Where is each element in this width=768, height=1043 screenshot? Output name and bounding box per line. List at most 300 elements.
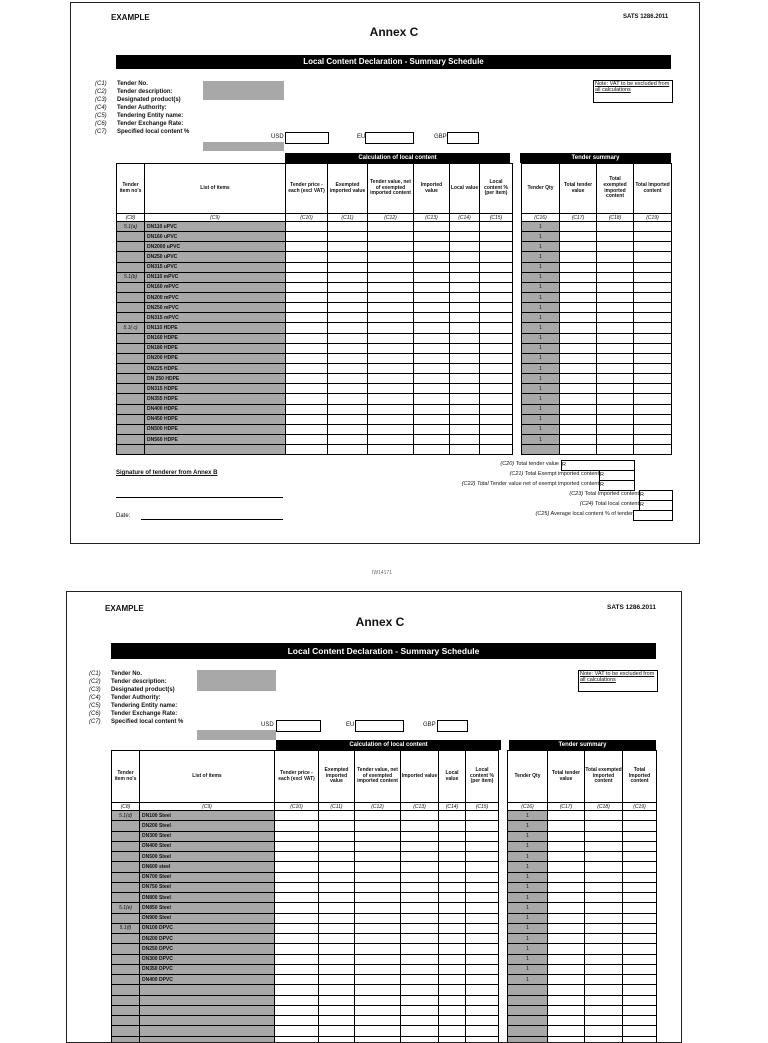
value-cell[interactable]	[480, 363, 513, 373]
value-cell[interactable]	[623, 811, 657, 821]
value-cell[interactable]	[439, 821, 466, 831]
value-cell[interactable]	[623, 1026, 657, 1036]
value-cell[interactable]	[634, 414, 672, 424]
value-cell[interactable]	[623, 821, 657, 831]
value-cell[interactable]	[275, 1036, 319, 1043]
value-cell[interactable]	[355, 852, 401, 862]
value-cell[interactable]	[450, 242, 480, 252]
value-cell[interactable]	[480, 282, 513, 292]
value-cell[interactable]	[585, 954, 623, 964]
value-cell[interactable]	[466, 862, 499, 872]
value-cell[interactable]	[466, 944, 499, 954]
date-line[interactable]	[141, 519, 283, 520]
value-cell[interactable]	[623, 975, 657, 985]
value-cell[interactable]	[414, 282, 450, 292]
value-cell[interactable]	[634, 445, 672, 455]
value-cell[interactable]	[560, 384, 597, 394]
value-cell[interactable]	[275, 964, 319, 974]
value-cell[interactable]	[355, 903, 401, 913]
value-cell[interactable]	[368, 363, 414, 373]
value-cell[interactable]	[585, 811, 623, 821]
value-cell[interactable]	[623, 985, 657, 995]
value-cell[interactable]	[368, 313, 414, 323]
value-cell[interactable]	[634, 434, 672, 444]
value-cell[interactable]	[401, 934, 439, 944]
value-cell[interactable]	[401, 1026, 439, 1036]
value-cell[interactable]	[597, 282, 634, 292]
value-cell[interactable]	[368, 262, 414, 272]
value-cell[interactable]	[450, 262, 480, 272]
value-cell[interactable]	[319, 852, 355, 862]
value-cell[interactable]	[560, 424, 597, 434]
value-cell[interactable]	[560, 282, 597, 292]
value-cell[interactable]	[597, 414, 634, 424]
value-cell[interactable]	[634, 363, 672, 373]
value-cell[interactable]	[328, 394, 368, 404]
value-cell[interactable]	[355, 862, 401, 872]
value-cell[interactable]	[634, 313, 672, 323]
value-cell[interactable]	[401, 913, 439, 923]
value-cell[interactable]	[560, 232, 597, 242]
value-cell[interactable]	[319, 811, 355, 821]
value-cell[interactable]	[597, 252, 634, 262]
value-cell[interactable]	[450, 252, 480, 262]
value-cell[interactable]	[355, 985, 401, 995]
value-cell[interactable]	[439, 995, 466, 1005]
value-cell[interactable]	[585, 821, 623, 831]
value-cell[interactable]	[286, 404, 328, 414]
value-cell[interactable]	[275, 1026, 319, 1036]
value-cell[interactable]	[466, 975, 499, 985]
value-cell[interactable]	[450, 343, 480, 353]
value-cell[interactable]	[286, 222, 328, 232]
value-cell[interactable]	[368, 292, 414, 302]
value-cell[interactable]	[623, 954, 657, 964]
value-cell[interactable]	[623, 1036, 657, 1043]
value-cell[interactable]	[319, 872, 355, 882]
value-cell[interactable]	[548, 841, 585, 851]
value-cell[interactable]	[466, 1016, 499, 1026]
value-cell[interactable]	[480, 434, 513, 444]
value-cell[interactable]	[548, 923, 585, 933]
value-cell[interactable]	[450, 323, 480, 333]
value-cell[interactable]	[439, 831, 466, 841]
value-cell[interactable]	[597, 394, 634, 404]
value-cell[interactable]	[466, 1026, 499, 1036]
value-cell[interactable]	[439, 1016, 466, 1026]
usd-rate-input[interactable]	[285, 132, 329, 144]
value-cell[interactable]	[560, 445, 597, 455]
value-cell[interactable]	[414, 424, 450, 434]
value-cell[interactable]	[548, 903, 585, 913]
value-cell[interactable]	[401, 882, 439, 892]
value-cell[interactable]	[401, 811, 439, 821]
value-cell[interactable]	[275, 995, 319, 1005]
value-cell[interactable]	[401, 995, 439, 1005]
value-cell[interactable]	[414, 222, 450, 232]
value-cell[interactable]	[450, 292, 480, 302]
value-cell[interactable]	[414, 252, 450, 262]
value-cell[interactable]	[480, 414, 513, 424]
value-cell[interactable]	[560, 363, 597, 373]
value-cell[interactable]	[355, 964, 401, 974]
value-cell[interactable]	[560, 323, 597, 333]
value-cell[interactable]	[319, 964, 355, 974]
value-cell[interactable]	[585, 841, 623, 851]
value-cell[interactable]	[634, 343, 672, 353]
value-cell[interactable]	[585, 934, 623, 944]
value-cell[interactable]	[401, 964, 439, 974]
value-cell[interactable]	[480, 374, 513, 384]
value-cell[interactable]	[560, 303, 597, 313]
value-cell[interactable]	[355, 882, 401, 892]
value-cell[interactable]	[548, 1026, 585, 1036]
value-cell[interactable]	[319, 821, 355, 831]
value-cell[interactable]	[450, 363, 480, 373]
value-cell[interactable]	[328, 303, 368, 313]
value-cell[interactable]	[585, 975, 623, 985]
value-cell[interactable]	[355, 1016, 401, 1026]
value-cell[interactable]	[623, 893, 657, 903]
value-cell[interactable]	[439, 913, 466, 923]
value-cell[interactable]	[480, 222, 513, 232]
value-cell[interactable]	[450, 434, 480, 444]
value-cell[interactable]	[275, 975, 319, 985]
value-cell[interactable]	[328, 262, 368, 272]
value-cell[interactable]	[319, 1016, 355, 1026]
value-cell[interactable]	[585, 831, 623, 841]
value-cell[interactable]	[319, 1005, 355, 1015]
value-cell[interactable]	[560, 343, 597, 353]
value-cell[interactable]	[319, 893, 355, 903]
value-cell[interactable]	[560, 222, 597, 232]
value-cell[interactable]	[368, 394, 414, 404]
value-cell[interactable]	[328, 282, 368, 292]
value-cell[interactable]	[319, 975, 355, 985]
value-cell[interactable]	[466, 882, 499, 892]
value-cell[interactable]	[466, 893, 499, 903]
value-cell[interactable]	[623, 872, 657, 882]
value-cell[interactable]	[634, 353, 672, 363]
value-cell[interactable]	[560, 414, 597, 424]
value-cell[interactable]	[368, 343, 414, 353]
value-cell[interactable]	[585, 882, 623, 892]
value-cell[interactable]	[548, 954, 585, 964]
value-cell[interactable]	[560, 353, 597, 363]
value-cell[interactable]	[548, 882, 585, 892]
value-cell[interactable]	[480, 303, 513, 313]
value-cell[interactable]	[634, 323, 672, 333]
value-cell[interactable]	[480, 384, 513, 394]
value-cell[interactable]	[439, 811, 466, 821]
value-cell[interactable]	[597, 292, 634, 302]
value-cell[interactable]	[414, 384, 450, 394]
value-cell[interactable]	[328, 232, 368, 242]
value-cell[interactable]	[401, 1016, 439, 1026]
value-cell[interactable]	[548, 821, 585, 831]
value-cell[interactable]	[286, 252, 328, 262]
value-cell[interactable]	[466, 811, 499, 821]
value-cell[interactable]	[414, 353, 450, 363]
value-cell[interactable]	[585, 985, 623, 995]
value-cell[interactable]	[355, 975, 401, 985]
value-cell[interactable]	[466, 995, 499, 1005]
value-cell[interactable]	[585, 1026, 623, 1036]
value-cell[interactable]	[328, 222, 368, 232]
value-cell[interactable]	[634, 384, 672, 394]
value-cell[interactable]	[286, 333, 328, 343]
value-cell[interactable]	[328, 353, 368, 363]
eu-rate-input[interactable]	[355, 720, 404, 732]
value-cell[interactable]	[286, 272, 328, 282]
value-cell[interactable]	[414, 414, 450, 424]
value-cell[interactable]	[548, 872, 585, 882]
value-cell[interactable]	[286, 232, 328, 242]
value-cell[interactable]	[548, 862, 585, 872]
signature-line[interactable]	[116, 497, 283, 498]
value-cell[interactable]	[275, 923, 319, 933]
value-cell[interactable]	[560, 292, 597, 302]
value-cell[interactable]	[355, 995, 401, 1005]
value-cell[interactable]	[414, 333, 450, 343]
value-cell[interactable]	[548, 1036, 585, 1043]
value-cell[interactable]	[401, 862, 439, 872]
value-cell[interactable]	[328, 445, 368, 455]
value-cell[interactable]	[597, 445, 634, 455]
value-cell[interactable]	[328, 384, 368, 394]
value-cell[interactable]	[548, 811, 585, 821]
value-cell[interactable]	[275, 954, 319, 964]
value-cell[interactable]	[275, 811, 319, 821]
value-cell[interactable]	[585, 913, 623, 923]
value-cell[interactable]	[560, 333, 597, 343]
value-cell[interactable]	[414, 262, 450, 272]
value-cell[interactable]	[401, 893, 439, 903]
value-cell[interactable]	[560, 272, 597, 282]
value-cell[interactable]	[328, 434, 368, 444]
value-cell[interactable]	[368, 242, 414, 252]
value-cell[interactable]	[480, 252, 513, 262]
value-cell[interactable]	[414, 242, 450, 252]
value-cell[interactable]	[597, 222, 634, 232]
value-cell[interactable]	[319, 954, 355, 964]
value-cell[interactable]	[355, 893, 401, 903]
value-cell[interactable]	[401, 1005, 439, 1015]
value-cell[interactable]	[368, 374, 414, 384]
value-cell[interactable]	[585, 862, 623, 872]
value-cell[interactable]	[634, 333, 672, 343]
value-cell[interactable]	[623, 903, 657, 913]
value-cell[interactable]	[368, 424, 414, 434]
value-cell[interactable]	[368, 252, 414, 262]
value-cell[interactable]	[355, 923, 401, 933]
value-cell[interactable]	[275, 841, 319, 851]
value-cell[interactable]	[355, 1036, 401, 1043]
value-cell[interactable]	[466, 841, 499, 851]
value-cell[interactable]	[634, 303, 672, 313]
value-cell[interactable]	[319, 923, 355, 933]
value-cell[interactable]	[401, 985, 439, 995]
value-cell[interactable]	[560, 374, 597, 384]
value-cell[interactable]	[480, 343, 513, 353]
value-cell[interactable]	[286, 303, 328, 313]
value-cell[interactable]	[634, 404, 672, 414]
value-cell[interactable]	[466, 934, 499, 944]
value-cell[interactable]	[355, 913, 401, 923]
value-cell[interactable]	[439, 903, 466, 913]
value-cell[interactable]	[439, 893, 466, 903]
value-cell[interactable]	[548, 893, 585, 903]
value-cell[interactable]	[286, 323, 328, 333]
value-cell[interactable]	[439, 882, 466, 892]
value-cell[interactable]	[560, 313, 597, 323]
value-cell[interactable]	[368, 282, 414, 292]
value-cell[interactable]	[368, 303, 414, 313]
value-cell[interactable]	[319, 1036, 355, 1043]
value-cell[interactable]	[480, 333, 513, 343]
value-cell[interactable]	[368, 384, 414, 394]
value-cell[interactable]	[328, 272, 368, 282]
value-cell[interactable]	[634, 394, 672, 404]
value-cell[interactable]	[623, 913, 657, 923]
value-cell[interactable]	[560, 262, 597, 272]
value-cell[interactable]	[480, 445, 513, 455]
value-cell[interactable]	[450, 394, 480, 404]
value-cell[interactable]	[414, 363, 450, 373]
value-cell[interactable]	[355, 934, 401, 944]
value-cell[interactable]	[634, 374, 672, 384]
value-cell[interactable]	[548, 944, 585, 954]
value-cell[interactable]	[439, 934, 466, 944]
value-cell[interactable]	[368, 353, 414, 363]
value-cell[interactable]	[368, 404, 414, 414]
value-cell[interactable]	[466, 913, 499, 923]
value-cell[interactable]	[439, 1026, 466, 1036]
value-cell[interactable]	[480, 292, 513, 302]
value-cell[interactable]	[328, 292, 368, 302]
value-cell[interactable]	[597, 313, 634, 323]
value-cell[interactable]	[466, 821, 499, 831]
value-cell[interactable]	[548, 975, 585, 985]
value-cell[interactable]	[328, 414, 368, 424]
value-cell[interactable]	[275, 913, 319, 923]
value-cell[interactable]	[585, 1036, 623, 1043]
value-cell[interactable]	[401, 1036, 439, 1043]
value-cell[interactable]	[414, 303, 450, 313]
value-cell[interactable]	[634, 252, 672, 262]
value-cell[interactable]	[450, 424, 480, 434]
value-cell[interactable]	[623, 862, 657, 872]
value-cell[interactable]	[548, 1005, 585, 1015]
value-cell[interactable]	[275, 872, 319, 882]
value-cell[interactable]	[355, 831, 401, 841]
value-cell[interactable]	[480, 232, 513, 242]
value-cell[interactable]	[286, 282, 328, 292]
value-cell[interactable]	[275, 831, 319, 841]
value-cell[interactable]	[368, 333, 414, 343]
value-cell[interactable]	[623, 831, 657, 841]
value-cell[interactable]	[560, 242, 597, 252]
value-cell[interactable]	[450, 414, 480, 424]
value-cell[interactable]	[286, 262, 328, 272]
value-cell[interactable]	[286, 394, 328, 404]
value-cell[interactable]	[480, 313, 513, 323]
value-cell[interactable]	[275, 852, 319, 862]
value-cell[interactable]	[328, 363, 368, 373]
value-cell[interactable]	[597, 384, 634, 394]
value-cell[interactable]	[480, 404, 513, 414]
value-cell[interactable]	[368, 323, 414, 333]
value-cell[interactable]	[275, 903, 319, 913]
value-cell[interactable]	[275, 821, 319, 831]
value-cell[interactable]	[328, 323, 368, 333]
value-cell[interactable]	[450, 313, 480, 323]
value-cell[interactable]	[597, 333, 634, 343]
value-cell[interactable]	[597, 404, 634, 414]
value-cell[interactable]	[480, 242, 513, 252]
value-cell[interactable]	[401, 852, 439, 862]
value-cell[interactable]	[450, 232, 480, 242]
value-cell[interactable]	[439, 1036, 466, 1043]
value-cell[interactable]	[319, 913, 355, 923]
value-cell[interactable]	[450, 384, 480, 394]
value-cell[interactable]	[286, 434, 328, 444]
value-cell[interactable]	[286, 353, 328, 363]
value-cell[interactable]	[401, 954, 439, 964]
value-cell[interactable]	[480, 262, 513, 272]
value-cell[interactable]	[401, 975, 439, 985]
value-cell[interactable]	[597, 303, 634, 313]
value-cell[interactable]	[355, 821, 401, 831]
value-cell[interactable]	[560, 434, 597, 444]
value-cell[interactable]	[328, 343, 368, 353]
usd-rate-input[interactable]	[276, 720, 321, 732]
value-cell[interactable]	[414, 445, 450, 455]
value-cell[interactable]	[450, 404, 480, 414]
value-cell[interactable]	[623, 923, 657, 933]
value-cell[interactable]	[439, 975, 466, 985]
value-cell[interactable]	[585, 1005, 623, 1015]
value-cell[interactable]	[368, 445, 414, 455]
value-cell[interactable]	[450, 222, 480, 232]
value-cell[interactable]	[450, 303, 480, 313]
value-cell[interactable]	[634, 242, 672, 252]
value-cell[interactable]	[597, 353, 634, 363]
value-cell[interactable]	[319, 995, 355, 1005]
value-cell[interactable]	[597, 374, 634, 384]
value-cell[interactable]	[480, 323, 513, 333]
value-cell[interactable]	[275, 882, 319, 892]
value-cell[interactable]	[597, 434, 634, 444]
value-cell[interactable]	[439, 862, 466, 872]
value-cell[interactable]	[634, 222, 672, 232]
value-cell[interactable]	[355, 1026, 401, 1036]
value-cell[interactable]	[286, 343, 328, 353]
value-cell[interactable]	[319, 862, 355, 872]
value-cell[interactable]	[368, 222, 414, 232]
value-cell[interactable]	[560, 404, 597, 414]
value-cell[interactable]	[480, 353, 513, 363]
value-cell[interactable]	[355, 1005, 401, 1015]
value-cell[interactable]	[585, 995, 623, 1005]
value-cell[interactable]	[401, 903, 439, 913]
total-value-box[interactable]	[599, 480, 635, 491]
value-cell[interactable]	[623, 964, 657, 974]
value-cell[interactable]	[275, 862, 319, 872]
value-cell[interactable]	[439, 841, 466, 851]
value-cell[interactable]	[450, 445, 480, 455]
value-cell[interactable]	[355, 944, 401, 954]
